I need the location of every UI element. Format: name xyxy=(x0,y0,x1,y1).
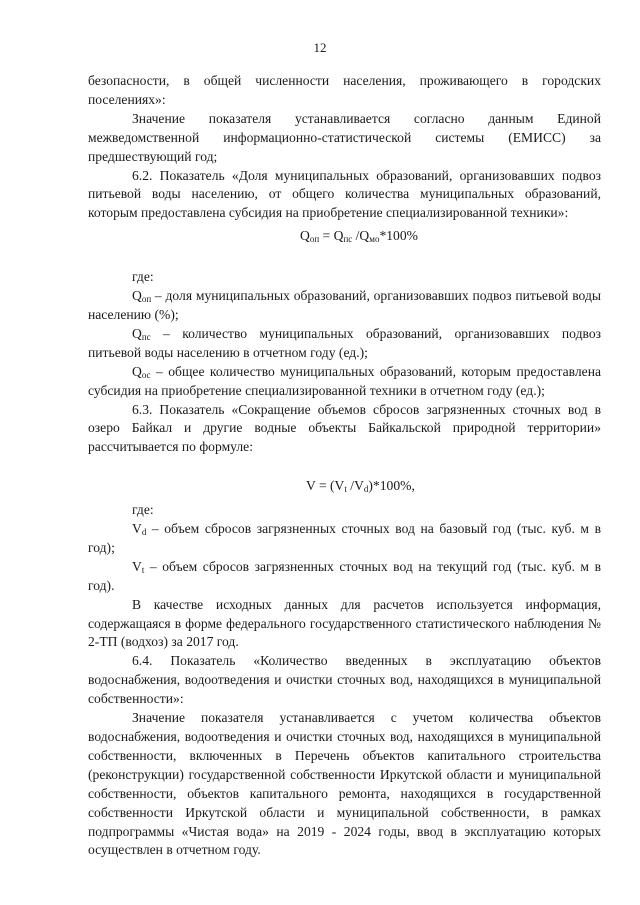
formula-q-op xyxy=(88,227,601,246)
formula-q-sub-op: оп xyxy=(309,234,320,245)
def-q-pc-symbol: Q xyxy=(132,325,142,341)
formula-q-eq: = Q xyxy=(319,228,344,244)
definition-q-oc xyxy=(88,363,601,401)
formula-v xyxy=(88,477,601,496)
def-v-t-sub: t xyxy=(141,564,145,575)
formula-q-tail: *100% xyxy=(379,228,418,244)
page-number: 12 xyxy=(313,40,327,55)
paragraph-source-data: В качестве исходных данных для расчетов используется информация, содержащаяся в форме федерального государственного статистического наблюдения № 2-ТП (водхоз) за 2017 год. xyxy=(88,596,601,650)
spacer xyxy=(88,246,601,268)
formula-q-sub-pc: пс xyxy=(343,234,353,245)
spacer xyxy=(88,457,601,477)
definition-q-pc xyxy=(88,325,601,363)
definition-v-t xyxy=(88,558,601,596)
def-q-pc-sub: пс xyxy=(141,331,151,342)
def-v-t-symbol: V xyxy=(132,558,142,574)
formula-q-sub-mo: мо xyxy=(369,234,380,245)
def-q-op-symbol: Q xyxy=(132,288,142,304)
def-q-pc-text: – количество муниципальных образований, организовавших подвоз питьевой воды населению в отчетном году (ед.); xyxy=(88,325,601,360)
paragraph-indicator-6-4: 6.4. Показатель «Количество введенных в эксплуатацию объектов водоснабжения, водоотведения и очистки сточных вод, находящихся в муниципальной собственности»: xyxy=(88,653,601,707)
def-q-oc-sub: ос xyxy=(141,369,151,380)
formula-q-symbol: Q xyxy=(300,228,310,244)
def-v-t-text: – объем сбросов загрязненных сточных вод на текущий год (тыс. куб. м в год). xyxy=(88,558,601,593)
formula-v-sub-d: d xyxy=(363,484,369,495)
where-label: где: xyxy=(132,269,154,285)
definition-v-d xyxy=(88,520,601,558)
formula-v-lhs: V = (V xyxy=(306,478,345,494)
def-q-oc-symbol: Q xyxy=(132,363,142,379)
def-q-op-text: – доля муниципальных образований, организовавших подвоз питьевой воды населению (%); xyxy=(88,288,601,322)
def-q-oc-text: – общее количество муниципальных образований, которым предоставлена субсидия на приобретение специализированной техники в отчетном году (ед.); xyxy=(88,363,601,398)
formula-v-tail: )*100%, xyxy=(368,478,415,494)
def-v-d-text: – объем сбросов загрязненных сточных вод на базовый год (тыс. куб. м в год); xyxy=(88,521,601,555)
paragraph-continuation: безопасности, в общей численности населения, проживающего в городских поселениях»: xyxy=(88,73,601,107)
paragraph-indicator-6-3: 6.3. Показатель «Сокращение объемов сбросов загрязненных сточных вод в озеро Байкал и другие водные объекты Байкальской природной территории» рассчитывается по формуле: xyxy=(88,401,601,455)
formula-v-mid: /V xyxy=(346,478,364,494)
def-q-op-sub: оп xyxy=(141,294,152,305)
paragraph-indicator-value: Значение показателя устанавливается с учетом количества объектов водоснабжения, водоотведения и очистки сточных вод, находящихся в муниципальной собственности, включенных в Перечень объектов капитального строительства (реконструкции) государственной собственности Иркутской области и муниципальной собственности, объектов капитального ремонта, находящихся в государственной собственности Иркутской области и муниципальной собственности, в рамках подпрограммы «Чистая вода» на 2019 - 2024 годы, ввод в эксплуатацию которых осуществлен в отчетном году. xyxy=(88,710,601,858)
formula-q-slash: /Q xyxy=(352,228,370,244)
paragraph-emiss: Значение показателя устанавливается согласно данным Единой межведомственной информационно-статистической системы (ЕМИСС) за предшествующий год; xyxy=(88,110,601,164)
def-v-d-symbol: V xyxy=(132,521,142,537)
def-v-d-sub: d xyxy=(141,527,147,538)
where-label: где: xyxy=(132,502,154,518)
document-body xyxy=(88,72,601,860)
paragraph-indicator-6-2: 6.2. Показатель «Доля муниципальных образований, организовавших подвоз питьевой воды населению, от общего количества муниципальных образований, которым предоставлена субсидия на приобретение специализированной техники»: xyxy=(88,167,601,221)
definition-q-op xyxy=(88,287,601,325)
formula-v-sub-t: t xyxy=(344,484,347,495)
